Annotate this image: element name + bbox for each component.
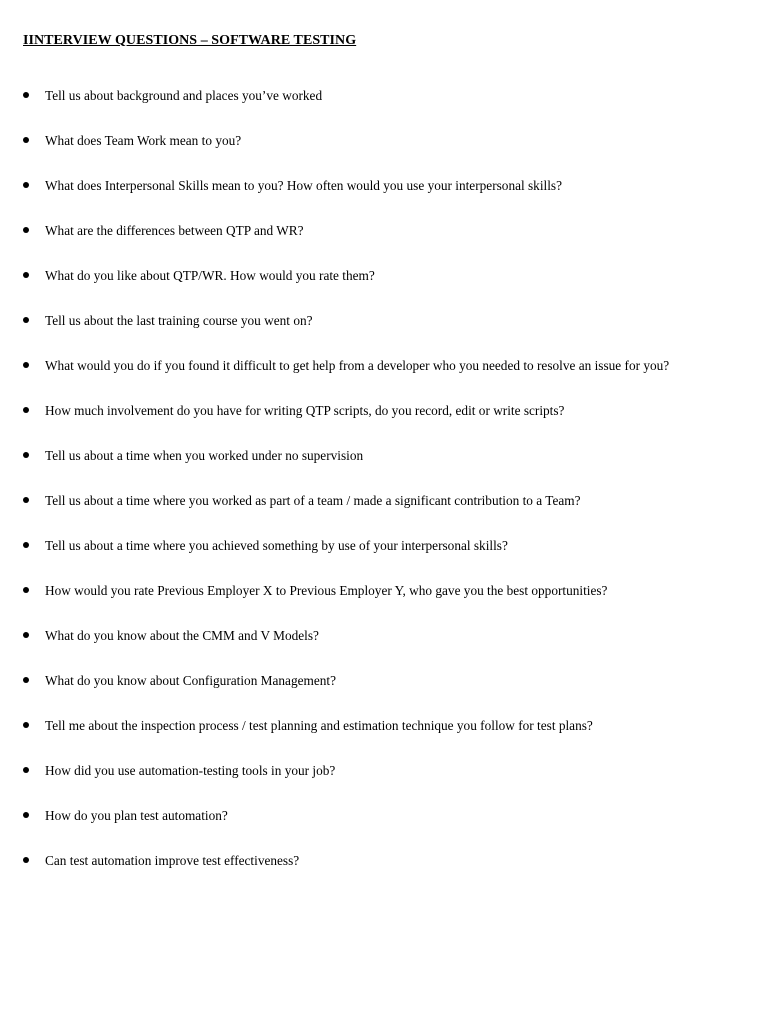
question-text: What do you know about Configuration Management? bbox=[45, 673, 336, 688]
list-item bbox=[0, 176, 768, 221]
list-item bbox=[0, 581, 768, 626]
question-text: Tell me about the inspection process / test planning and estimation technique you follow for test plans? bbox=[45, 718, 593, 733]
question-text: How do you plan test automation? bbox=[45, 808, 228, 823]
list-item bbox=[0, 446, 768, 491]
bullet-icon bbox=[23, 227, 29, 233]
question-text: How much involvement do you have for writing QTP scripts, do you record, edit or write scripts? bbox=[45, 403, 565, 418]
bullet-icon bbox=[23, 722, 29, 728]
bullet-icon bbox=[23, 812, 29, 818]
question-text: Tell us about a time where you achieved something by use of your interpersonal skills? bbox=[45, 538, 508, 553]
bullet-icon bbox=[23, 362, 29, 368]
question-text: What are the differences between QTP and WR? bbox=[45, 223, 304, 238]
list-item bbox=[0, 311, 768, 356]
question-text: Tell us about a time when you worked under no supervision bbox=[45, 448, 364, 463]
list-item bbox=[0, 266, 768, 311]
bullet-icon bbox=[23, 182, 29, 188]
list-item bbox=[0, 626, 768, 671]
bullet-icon bbox=[23, 632, 29, 638]
bullet-icon bbox=[23, 452, 29, 458]
bullet-icon bbox=[23, 677, 29, 683]
bullet-icon bbox=[23, 137, 29, 143]
question-text: What would you do if you found it difficult to get help from a developer who you needed to resolve an issue for you? bbox=[45, 358, 670, 373]
question-text: What do you know about the CMM and V Models? bbox=[45, 628, 319, 643]
list-item bbox=[0, 536, 768, 581]
list-item bbox=[0, 761, 768, 806]
list-item bbox=[0, 356, 768, 401]
list-item bbox=[0, 671, 768, 716]
question-text: What does Interpersonal Skills mean to you? How often would you use your interpersonal skills? bbox=[45, 178, 562, 193]
question-text: Tell us about the last training course you went on? bbox=[45, 313, 313, 328]
question-text: Tell us about background and places you’ve worked bbox=[45, 88, 323, 103]
question-text: What does Team Work mean to you? bbox=[45, 133, 242, 148]
bullet-icon bbox=[23, 542, 29, 548]
list-item bbox=[0, 851, 768, 896]
list-item bbox=[0, 86, 768, 131]
bullet-icon bbox=[23, 767, 29, 773]
bullet-icon bbox=[23, 272, 29, 278]
bullet-icon bbox=[23, 317, 29, 323]
list-item bbox=[0, 716, 768, 761]
bullet-icon bbox=[23, 587, 29, 593]
bullet-icon bbox=[23, 857, 29, 863]
list-item bbox=[0, 401, 768, 446]
list-item bbox=[0, 221, 768, 266]
document-title: IINTERVIEW QUESTIONS – SOFTWARE TESTING bbox=[23, 33, 357, 48]
bullet-icon bbox=[23, 407, 29, 413]
question-text: Tell us about a time where you worked as part of a team / made a significant contribution to a Team? bbox=[45, 493, 581, 508]
list-item bbox=[0, 491, 768, 536]
question-text: What do you like about QTP/WR. How would you rate them? bbox=[45, 268, 375, 283]
bullet-icon bbox=[23, 92, 29, 98]
question-text: How did you use automation-testing tools in your job? bbox=[45, 763, 336, 778]
question-text: Can test automation improve test effectiveness? bbox=[45, 853, 300, 868]
question-text: How would you rate Previous Employer X to Previous Employer Y, who gave you the best opportunities? bbox=[45, 583, 608, 598]
list-item bbox=[0, 131, 768, 176]
question-list bbox=[0, 86, 768, 896]
list-item bbox=[0, 806, 768, 851]
bullet-icon bbox=[23, 497, 29, 503]
